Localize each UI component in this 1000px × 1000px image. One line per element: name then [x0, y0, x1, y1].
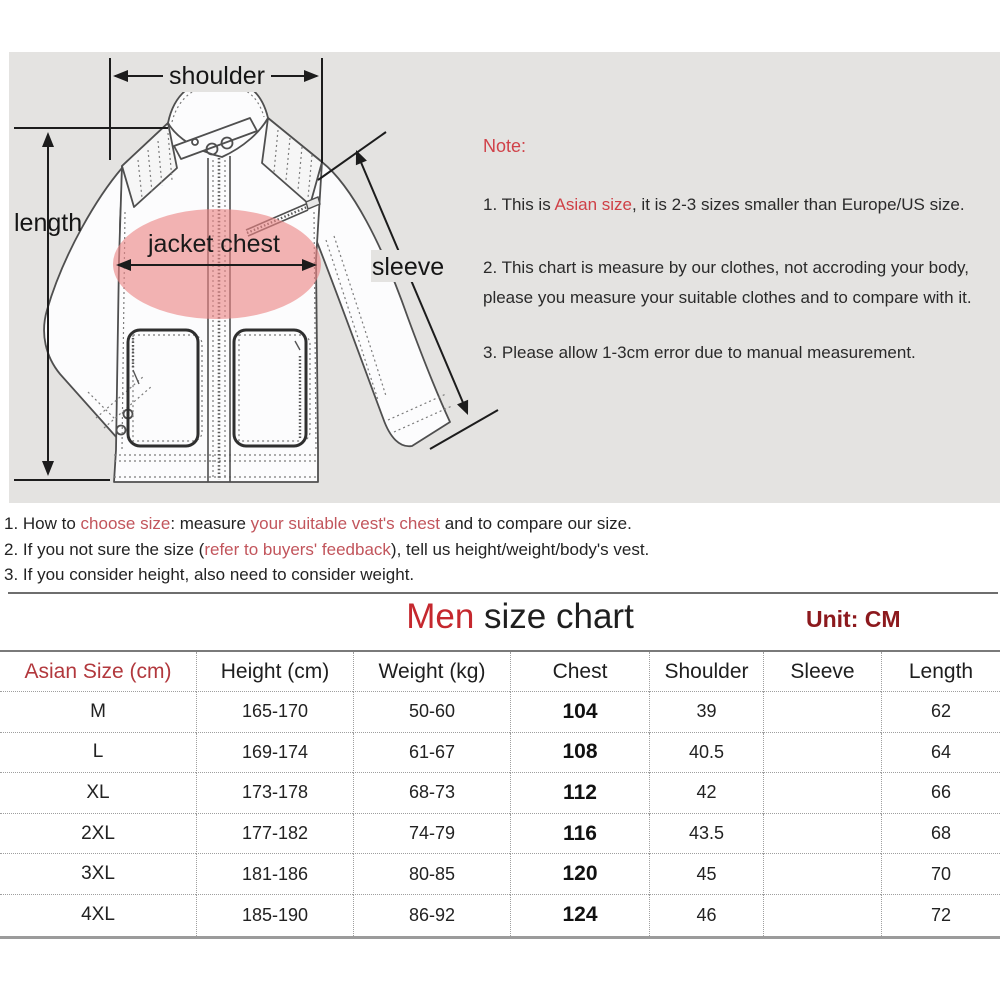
col-header-chest: Chest	[510, 652, 649, 692]
cell-length: 68	[881, 814, 1000, 855]
table-title-row	[0, 594, 1000, 650]
cell-size: XL	[0, 773, 196, 814]
tip-1-text-2: : measure	[170, 514, 251, 533]
col-header-length: Length	[881, 652, 1000, 692]
tip-1-highlight-2: your suitable vest's chest	[250, 514, 441, 533]
length-label: length	[14, 209, 83, 237]
cell-shoulder: 45	[649, 854, 763, 895]
cell-shoulder: 40.5	[649, 733, 763, 774]
jacket-chest-label: jacket chest	[147, 230, 281, 258]
cell-height: 169-174	[196, 733, 353, 774]
unit-label: Unit: CM	[806, 606, 901, 632]
note-1-text-end: , it is 2-3 sizes smaller than Europe/US size.	[631, 195, 965, 214]
cell-sleeve	[763, 773, 881, 814]
cell-sleeve	[763, 895, 881, 936]
cell-weight: 61-67	[353, 733, 510, 774]
col-header-sleeve: Sleeve	[763, 652, 881, 692]
sleeve-label: sleeve	[371, 253, 445, 281]
cell-chest: 124	[510, 895, 649, 936]
cell-size: 4XL	[81, 904, 115, 926]
note-item-1	[483, 195, 965, 215]
cell-length: 72	[881, 895, 1000, 936]
shoulder-label: shoulder	[169, 62, 265, 90]
cell-length: 62	[881, 692, 1000, 733]
cell-weight: 80-85	[353, 854, 510, 895]
note-heading: Note:	[483, 136, 527, 156]
tip-2-highlight: refer to buyers' feedback	[204, 540, 391, 559]
cell-height: 185-190	[196, 895, 353, 936]
cell-length: 66	[881, 773, 1000, 814]
cell-sleeve	[763, 854, 881, 895]
size-chart-section	[0, 592, 1000, 939]
cell-shoulder: 43.5	[649, 814, 763, 855]
tip-2-text-2: ), tell us height/weight/body's vest.	[390, 540, 650, 559]
tip-1-text: 1. How to	[4, 514, 81, 533]
cell-sleeve	[763, 733, 881, 774]
cell-chest: 116	[510, 814, 649, 855]
note-2-line1: 2. This chart is measure by our clothes, not accroding your body,	[483, 258, 970, 277]
cell-size: 3XL	[0, 854, 196, 895]
jacket-right-sleeve	[316, 162, 450, 446]
cell-height: 173-178	[196, 773, 353, 814]
cell-weight: 74-79	[353, 814, 510, 855]
table-title-rest: size chart	[474, 597, 634, 636]
note-2-line2: please you measure your suitable clothes and to compare with it.	[483, 288, 972, 307]
cell-chest: 112	[510, 773, 649, 814]
cell-weight: 50-60	[353, 692, 510, 733]
cell-height: 165-170	[196, 692, 353, 733]
size-table	[0, 650, 1000, 939]
cell-shoulder: 42	[649, 773, 763, 814]
tip-item-2	[4, 540, 649, 560]
cell-sleeve	[763, 692, 881, 733]
col-header-weight: Weight (kg)	[353, 652, 510, 692]
cell-size: 2XL	[0, 814, 196, 855]
col-header-shoulder: Shoulder	[649, 652, 763, 692]
col-header-asian-size: Asian Size (cm)	[0, 652, 196, 692]
cell-length: 64	[881, 733, 1000, 774]
cell-chest: 104	[510, 692, 649, 733]
cell-shoulder: 39	[649, 692, 763, 733]
note-item-2	[483, 253, 972, 313]
tip-1-text-3: and to compare our size.	[440, 514, 632, 533]
tip-1-highlight-1: choose size	[80, 514, 171, 533]
cell-chest: 108	[510, 733, 649, 774]
tip-item-3: 3. If you consider height, also need to consider weight.	[4, 565, 415, 584]
note-1-text: 1. This is	[483, 195, 555, 214]
cell-chest: 120	[510, 854, 649, 895]
tip-2-text: 2. If you not sure the size (	[4, 540, 205, 559]
cell-height: 177-182	[196, 814, 353, 855]
cell-size: M	[0, 692, 196, 733]
tip-item-1	[4, 514, 632, 534]
note-1-highlight: Asian size	[554, 195, 632, 214]
cell-weight: 68-73	[353, 773, 510, 814]
cell-sleeve	[763, 814, 881, 855]
cell-shoulder: 46	[649, 895, 763, 936]
col-header-height: Height (cm)	[196, 652, 353, 692]
note-item-3: 3. Please allow 1-3cm error due to manual measurement.	[483, 343, 916, 362]
cell-height: 181-186	[196, 854, 353, 895]
cell-length: 70	[881, 854, 1000, 895]
table-title-men: Men	[406, 597, 475, 636]
cell-size: L	[0, 733, 196, 774]
cell-weight: 86-92	[353, 895, 510, 936]
